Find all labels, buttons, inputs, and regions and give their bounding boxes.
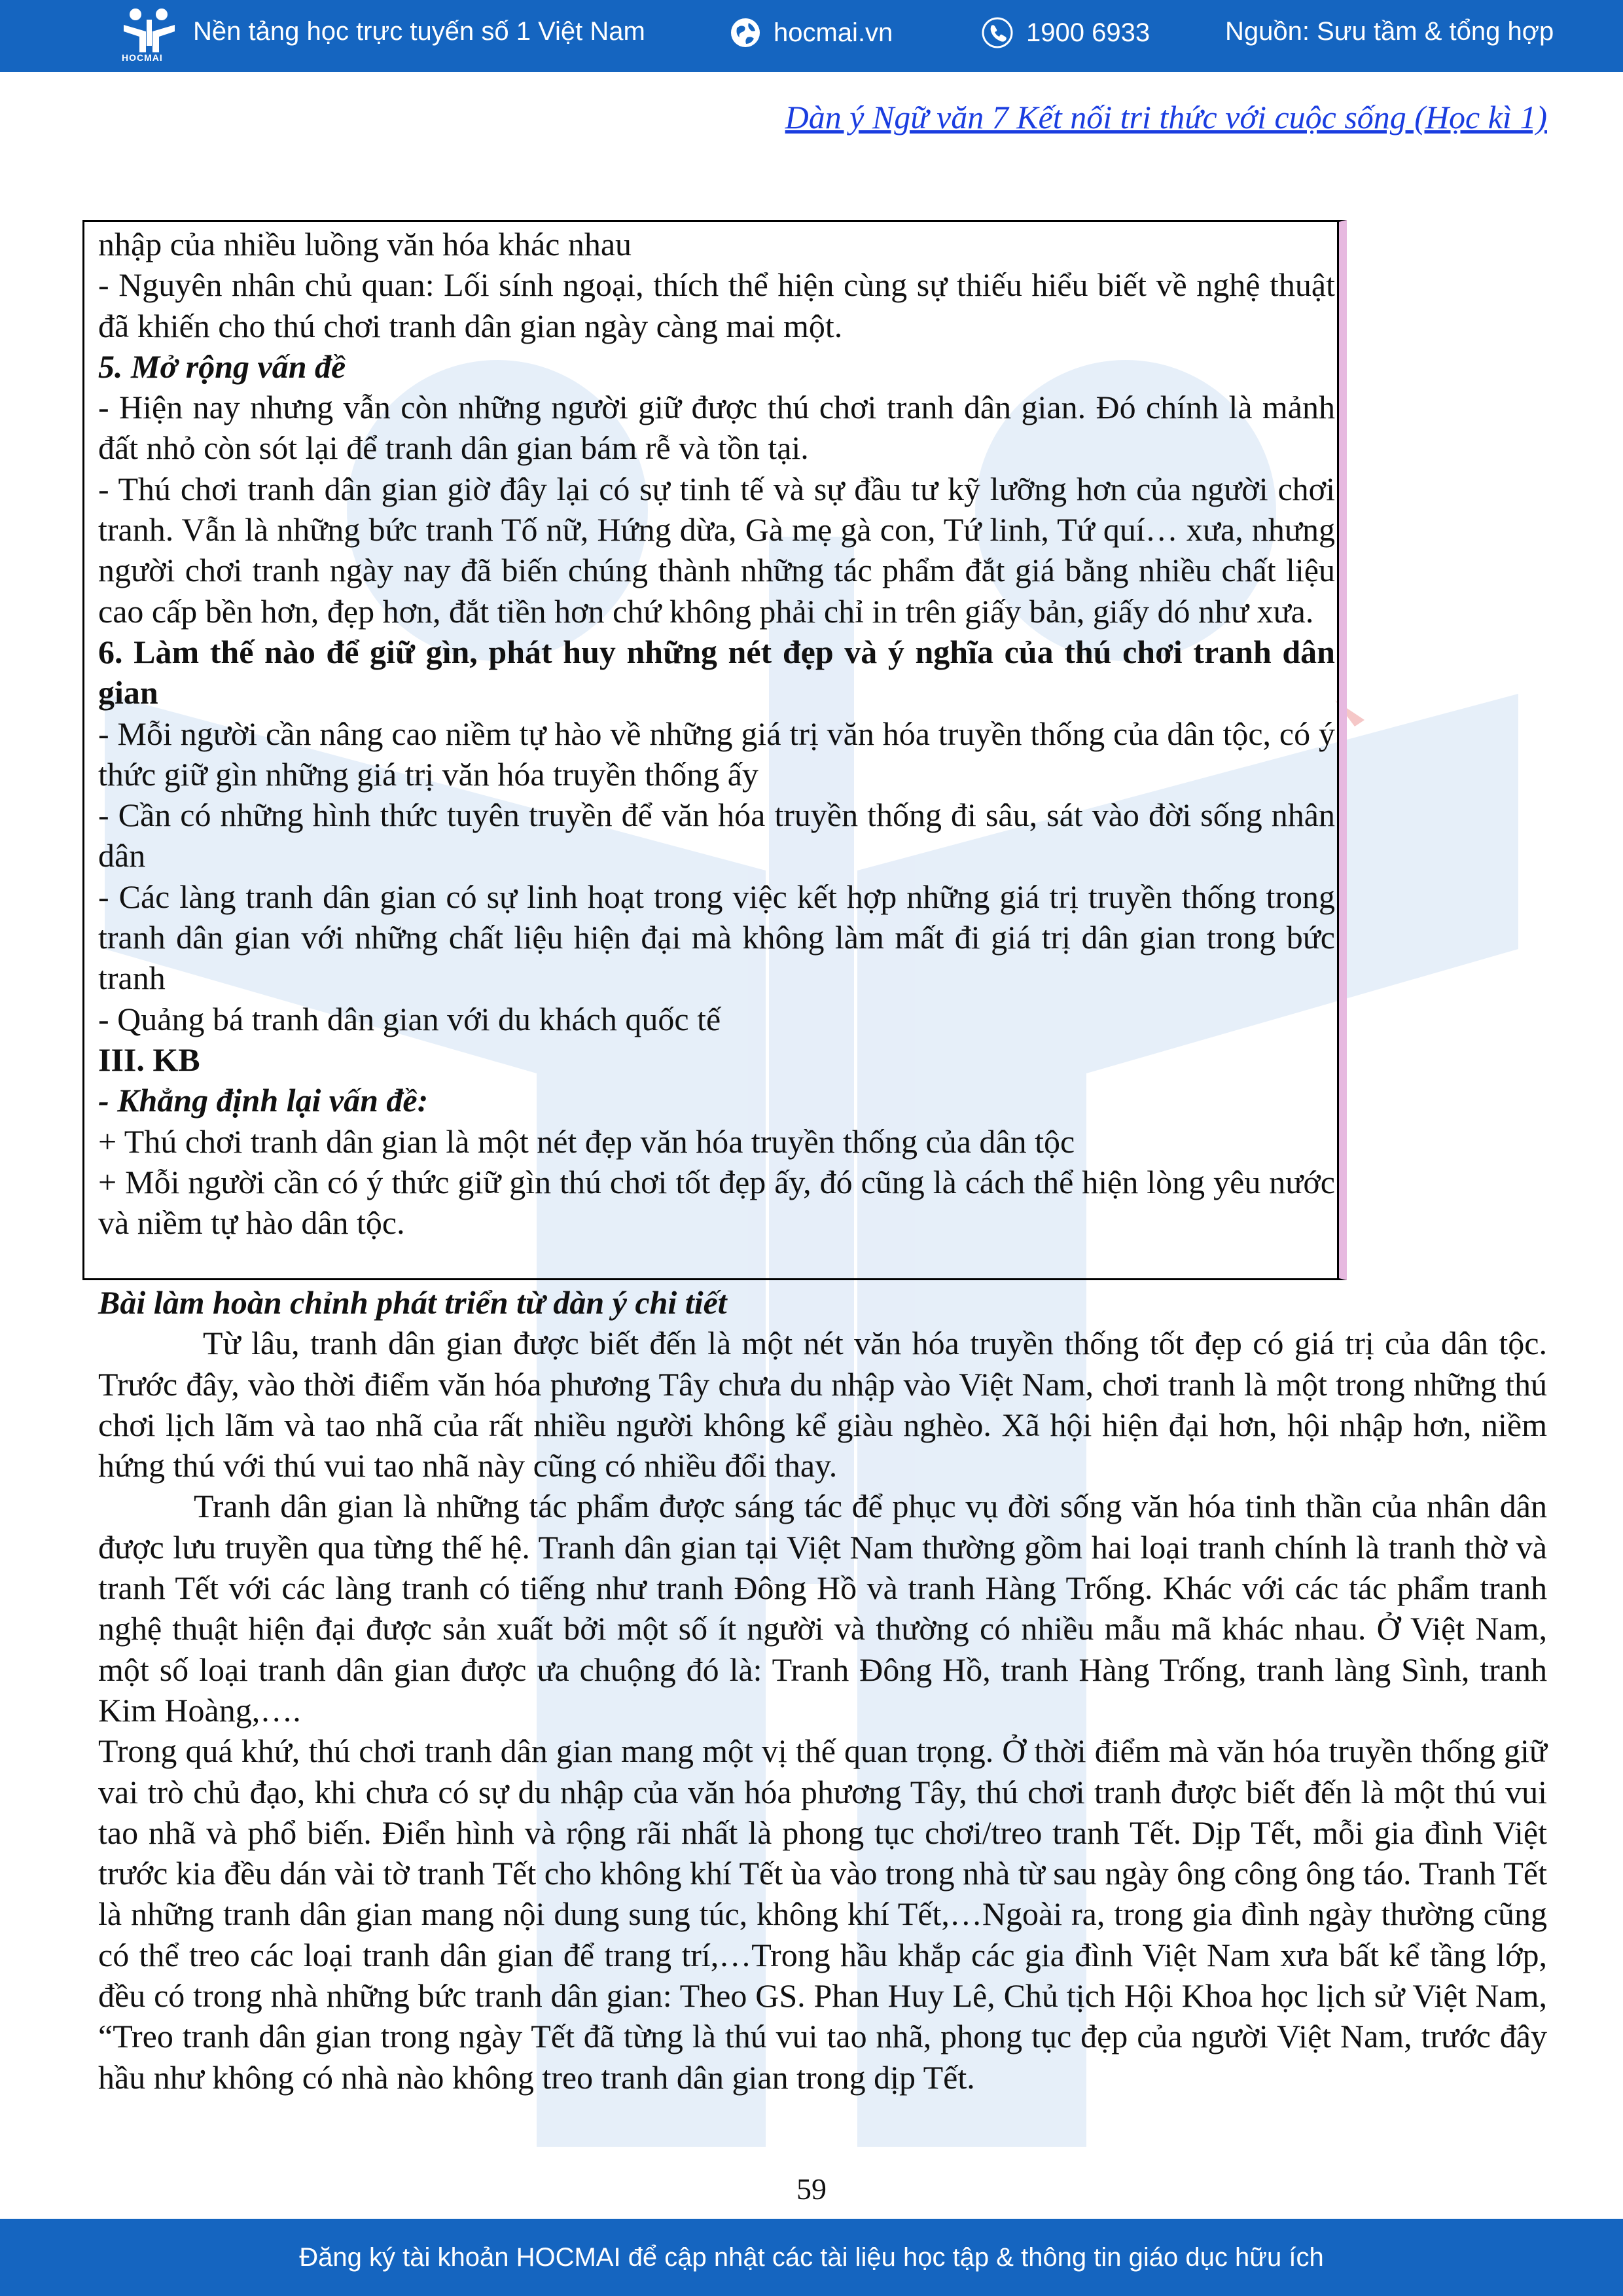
outline-line: - Quảng bá tranh dân gian với du khách quốc tế <box>98 1000 721 1037</box>
document-title: Dàn ý Ngữ văn 7 Kết nối tri thức với cuộc sống (Học kì 1) <box>785 99 1547 135</box>
outline-line: + Mỗi người cần có ý thức giữ gìn thú chơi tốt đẹp ấy, đó cũng là cách thể hiện lòng yêu nước và niềm tự hào dân tộc. <box>98 1163 1335 1242</box>
essay-paragraph: Tranh dân gian là những tác phẩm được sáng tác để phục vụ đời sống văn hóa tinh thần của nhân dân được lưu truyền qua từng thế hệ. Tranh dân gian tại Việt Nam thường gồm hai loại tranh chính là tranh thờ và tranh Tết với các làng tranh có tiếng như tranh Đông Hồ và tranh Hàng Trống. Khác với các tác phẩm tranh nghệ thuật hiện đại được sản xuất bởi một số ít người và thường có nhiều mẫu mã khác nhau. Ở Việt Nam, một số loại tranh dân gian được ưa chuộng đó là: Tranh Đông Hồ, tranh Hàng Trống, tranh làng Sình, tranh Kim Hoàng,…. <box>98 1488 1547 1729</box>
footer-bar[interactable] <box>0 2219 1623 2296</box>
outline-line: - Hiện nay nhưng vẫn còn những người giữ được thú chơi tranh dân gian. Đó chính là mảnh đất nhỏ còn sót lại để tranh dân gian bám rễ và tồn tại. <box>98 389 1335 467</box>
globe-icon <box>729 16 762 49</box>
outline-line: - Nguyên nhân chủ quan: Lối sính ngoại, thích thể hiện cùng sự thiếu hiểu biết về nghệ thuật đã khiến cho thú chơi tranh dân gian ngày càng mai một. <box>98 266 1335 344</box>
page-number: 59 <box>796 2172 827 2206</box>
header-website[interactable] <box>729 16 893 50</box>
essay-paragraph: Trong quá khứ, thú chơi tranh dân gian mang một vị thế quan trọng. Ở thời điểm mà văn hóa truyền thống giữ vai trò chủ đạo, khi chưa có sự du nhập của văn hóa phương Tây, thú chơi tranh được biết đến là một thú vui tao nhã và phổ biến. Điển hình và rộng rãi nhất là phong tục chơi/treo tranh Tết. Dịp Tết, mỗi gia đình Việt trước kia đều dán vài tờ tranh Tết cho không khí Tết ùa vào trong nhà từ sau ngày ông công ông táo. Tranh Tết là những tranh dân gian mang nội dung sung túc, không khí Tết,…Ngoài ra, trong gia đình ngày thường cũng có thể treo các loại tranh dân gian để trang trí,…Trong hầu khắp các gia đình Việt Nam xưa bất kể tầng lớp, đều có trong nhà những bức tranh dân gian: Theo GS. Phan Huy Lê, Chủ tịch Hội Khoa học lịch sử Việt Nam, “Treo tranh dân gian trong ngày Tết đã từng là thú vui tao nhã, phong tục đẹp của người Việt Nam, trước đây hầu như không có nhà nào không treo tranh dân gian trong dịp Tết. <box>98 1732 1547 2096</box>
footer-text[interactable]: Đăng ký tài khoản HOCMAI để cập nhật các tài liệu học tập & thông tin giáo dục hữu ích <box>299 2243 1324 2272</box>
header-tagline: Nền tảng học trực tuyến số 1 Việt Nam <box>193 17 645 46</box>
essay-body <box>98 1282 1547 2098</box>
header-source: Nguồn: Sưu tầm & tổng hợp <box>1225 17 1554 46</box>
essay-paragraph: Từ lâu, tranh dân gian được biết đến là một nét văn hóa truyền thống tốt đẹp có giá trị của dân tộc. Trước đây, vào thời điểm văn hóa phương Tây chưa du nhập vào Việt Nam, chơi tranh là một trong những thú chơi lịch lãm và tao nhã của rất nhiều người không kể giàu nghèo. Xã hội hiện đại hơn, hội nhập hơn, niềm hứng thú với thú vui tao nhã này cũng có nhiều đổi thay. <box>98 1325 1547 1484</box>
outline-line: - Thú chơi tranh dân gian giờ đây lại có sự tinh tế và sự đầu tư kỹ lưỡng hơn của người chơi tranh. Vẫn là những bức tranh Tố nữ, Hứng dừa, Gà mẹ gà con, Tứ linh, Tứ quí… xưa, nhưng người chơi tranh ngày nay đã biến chúng thành những tác phẩm đắt giá bằng nhiều chất liệu cao cấp bền hơn, đẹp hơn, đắt tiền hơn chứ không phải chỉ in trên giấy bản, giấy dó như xưa. <box>98 470 1335 630</box>
outline-section-heading: III. KB <box>98 1041 200 1078</box>
phone-number[interactable]: 1900 6933 <box>1026 18 1150 47</box>
website-link[interactable]: hocmai.vn <box>774 18 893 47</box>
outline-line: - Các làng tranh dân gian có sự linh hoạt trong việc kết hợp những giá trị truyền thống trong tranh dân gian với những chất liệu hiện đại mà không làm mất đi giá trị dân gian trong bức tranh <box>98 878 1335 997</box>
header-phone[interactable] <box>980 16 1150 50</box>
outline-subheading: - Khẳng định lại vấn đề: <box>98 1082 429 1119</box>
phone-icon <box>980 16 1014 50</box>
outline-section-heading: 5. Mở rộng vấn đề <box>98 348 346 385</box>
essay-heading: Bài làm hoàn chỉnh phát triển từ dàn ý chi tiết <box>98 1284 727 1321</box>
outline-line: - Cần có những hình thức tuyên truyền để văn hóa truyền thống đi sâu, sát vào đời sống nhân dân <box>98 797 1335 874</box>
logo-text: HOCMAI <box>122 52 163 63</box>
outline-section-heading: 6. Làm thế nào để giữ gìn, phát huy những nét đẹp và ý nghĩa của thú chơi tranh dân gian <box>98 633 1335 711</box>
outline-line: nhập của nhiều luồng văn hóa khác nhau <box>98 226 632 262</box>
outline-content <box>98 224 1335 1243</box>
header-bar <box>0 0 1623 72</box>
outline-line: - Mỗi người cần nâng cao niềm tự hào về những giá trị văn hóa truyền thống của dân tộc, có ý thức giữ gìn những giá trị văn hóa truyền thống ấy <box>98 715 1335 793</box>
outline-line: + Thú chơi tranh dân gian là một nét đẹp văn hóa truyền thống của dân tộc <box>98 1122 1075 1160</box>
